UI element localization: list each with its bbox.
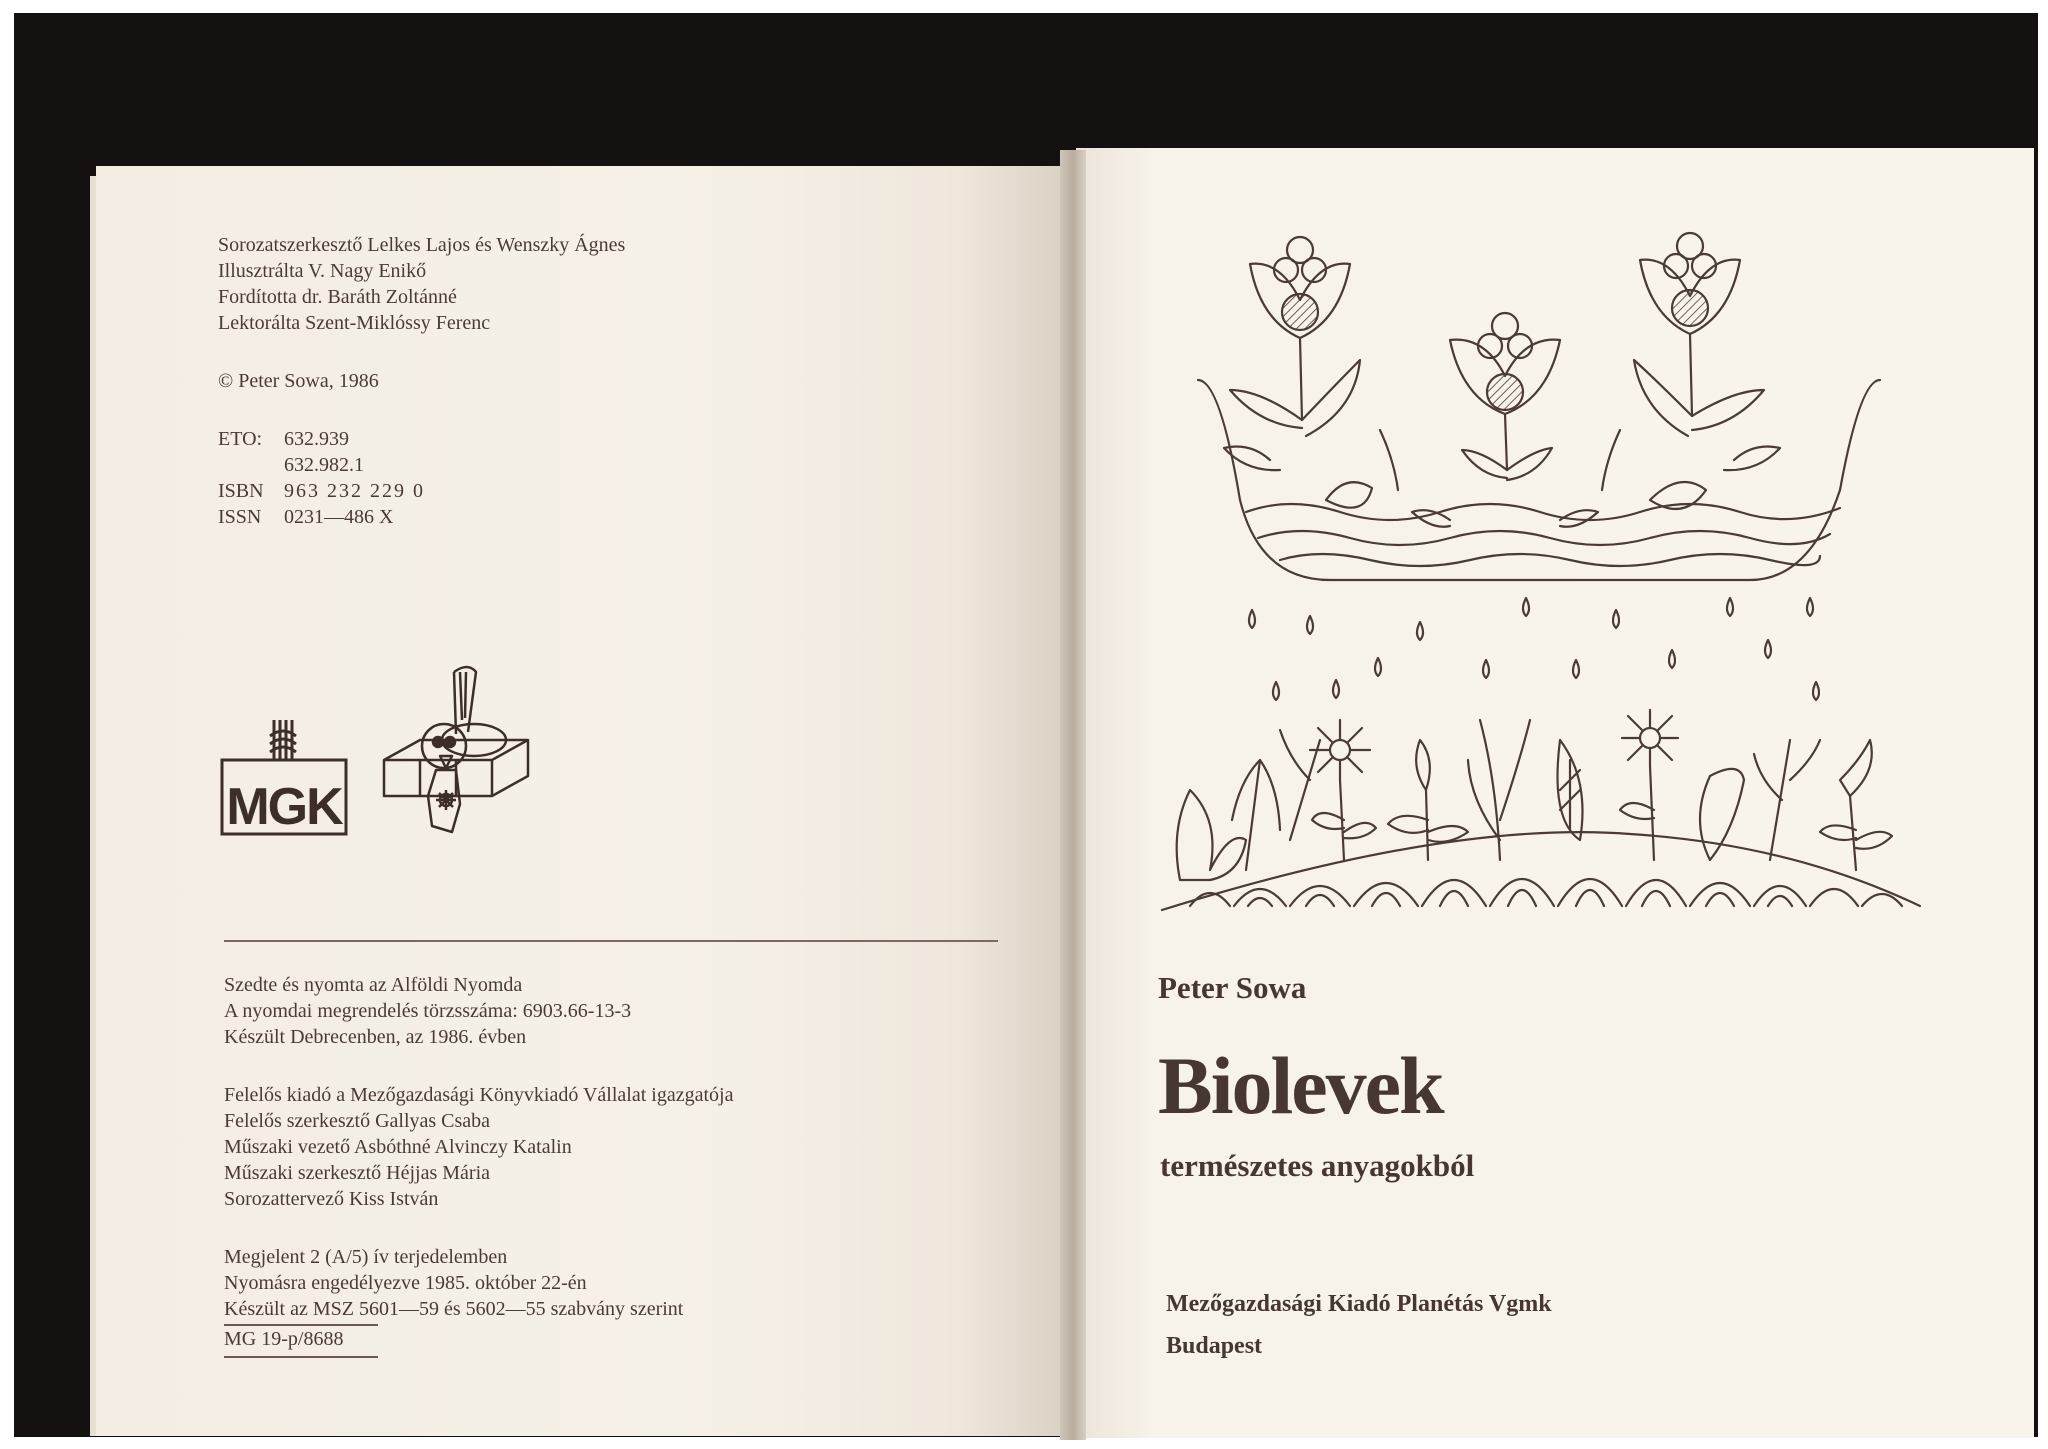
credit-series-editor: Sorozatszerkesztő Lelkes Lajos és Wenszky Ágnes [218, 234, 626, 256]
responsible-line-5: Sorozattervező Kiss István [224, 1188, 439, 1210]
garden-rain-illustration [1150, 220, 1930, 930]
code-rule-bottom [224, 1356, 378, 1358]
publication-line-2: Nyomásra engedélyezve 1985. október 22-én [224, 1272, 587, 1294]
printing-line-1: Szedte és nyomta az Alföldi Nyomda [224, 974, 523, 996]
publication-line-1: Megjelent 2 (A/5) ív terjedelemben [224, 1246, 508, 1268]
publication-code: MG 19-p/8688 [224, 1328, 344, 1350]
credit-reviewer: Lektorálta Szent-Miklóssy Ferenc [218, 312, 491, 334]
section-divider [224, 940, 998, 942]
responsible-line-3: Műszaki vezető Asbóthné Alvinczy Katalin [224, 1136, 572, 1158]
printing-line-3: Készült Debrecenben, az 1986. évben [224, 1026, 527, 1048]
publisher-city: Budapest [1166, 1333, 1263, 1359]
eto-value-2: 632.982.1 [284, 454, 364, 476]
book-title: Biolevek [1158, 1040, 1443, 1131]
author-name: Peter Sowa [1158, 970, 1307, 1005]
eto-label: ETO: [218, 428, 263, 450]
responsible-line-4: Műszaki szerkesztő Héjjas Mária [224, 1162, 491, 1184]
credit-illustrator: Illusztrálta V. Nagy Enikő [218, 260, 427, 282]
responsible-line-2: Felelős szerkesztő Gallyas Csaba [224, 1110, 491, 1132]
book-subtitle: természetes anyagokból [1160, 1148, 1475, 1183]
issn-value: 0231—486 X [284, 506, 394, 528]
credit-translator: Fordította dr. Baráth Zoltánné [218, 286, 457, 308]
publication-line-3: Készült az MSZ 5601—59 és 5602—55 szabvány szerint [224, 1298, 684, 1320]
publisher-name: Mezőgazdasági Kiadó Planétás Vgmk [1166, 1291, 1552, 1317]
mgk-logo-text: MGK [226, 778, 342, 836]
book-gutter [1060, 150, 1086, 1440]
printing-line-2: A nyomdai megrendelés törzsszáma: 6903.66-13-3 [224, 1000, 632, 1022]
responsible-line-1: Felelős kiadó a Mezőgazdasági Könyvkiadó Vállalat igazgatója [224, 1084, 734, 1106]
isbn-value: 963 232 229 0 [284, 480, 425, 502]
bird-crate-logo [376, 660, 536, 850]
copyright-line: © Peter Sowa, 1986 [218, 370, 379, 392]
issn-label: ISSN [218, 506, 262, 528]
isbn-label: ISBN [218, 480, 264, 502]
mgk-publisher-logo [220, 718, 350, 838]
eto-value-1: 632.939 [284, 428, 349, 450]
